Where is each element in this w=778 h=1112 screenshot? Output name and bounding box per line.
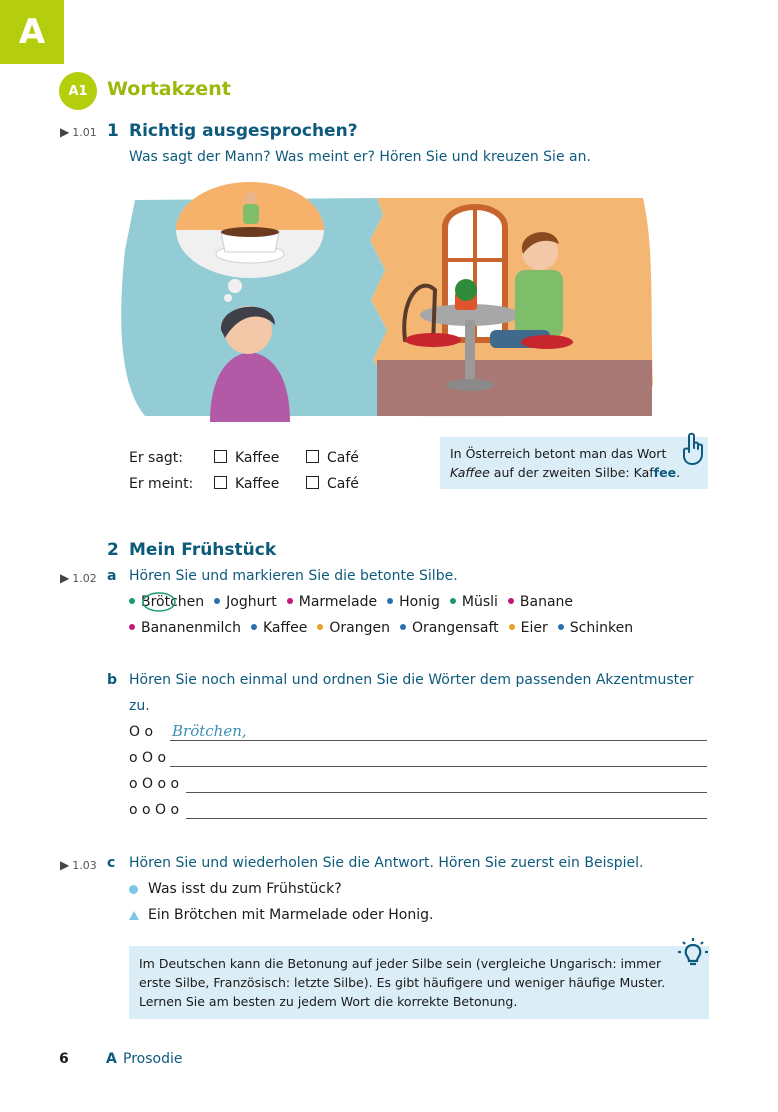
word-row-1 xyxy=(129,594,583,610)
track-number: 1.01 xyxy=(72,126,97,139)
play-icon: ▶ xyxy=(60,125,70,139)
option-kaffee-2[interactable] xyxy=(214,476,279,492)
answer-text: Ein Brötchen mit Marmelade oder Honig. xyxy=(148,907,434,923)
part-letter: a xyxy=(107,568,117,584)
track-indicator-2[interactable] xyxy=(60,571,97,585)
part-instruction: Hören Sie und wiederholen Sie die Antwort. Hören Sie zuerst ein Beispiel. xyxy=(129,855,644,871)
track-number: 1.02 xyxy=(72,572,97,585)
note-mid: auf der zweiten Silbe: Kaf xyxy=(489,465,654,480)
table-leg xyxy=(465,320,475,380)
section-title: Wortakzent xyxy=(107,78,231,100)
chapter-letter: A xyxy=(18,12,46,52)
exercise-title: Mein Frühstück xyxy=(129,540,277,560)
track-indicator-3[interactable] xyxy=(60,858,97,872)
section-badge xyxy=(59,72,97,110)
coffee xyxy=(221,227,279,237)
accent-pattern: o O o o xyxy=(129,776,180,792)
word-label: Bananenmilch xyxy=(141,620,241,636)
dot-icon xyxy=(508,598,514,604)
word-label: Banane xyxy=(519,594,574,610)
part-instruction: Hören Sie noch einmal und ordnen Sie die Wörter dem passenden Akzentmuster xyxy=(129,672,694,688)
word-label: Eier xyxy=(520,620,548,636)
note-end: . xyxy=(676,465,681,480)
word-item[interactable] xyxy=(129,620,241,636)
dot-icon xyxy=(129,624,135,630)
page-number: 6 xyxy=(59,1051,69,1067)
tip-line: Im Deutschen kann die Betonung auf jeder Silbe sein (vergleiche Ungarisch: immer xyxy=(139,956,662,971)
dot-icon xyxy=(558,624,564,630)
option-label: Kaffee xyxy=(235,476,280,492)
lightbulb-icon xyxy=(676,936,710,970)
word-item[interactable] xyxy=(400,620,499,636)
dialogue-question xyxy=(129,881,342,897)
exercise-instruction: Was sagt der Mann? Was meint er? Hören Sie und kreuzen Sie an. xyxy=(129,149,591,165)
dot-icon xyxy=(251,624,257,630)
accent-pattern: O o xyxy=(129,724,154,740)
answer-line[interactable] xyxy=(186,792,707,793)
part-letter: c xyxy=(107,855,116,871)
part-instruction: Hören Sie und markieren Sie die betonte Silbe. xyxy=(129,568,458,584)
option-label: Kaffee xyxy=(235,450,280,466)
chapter-tab xyxy=(0,0,64,64)
answer-line[interactable] xyxy=(170,766,707,767)
word-label: Marmelade xyxy=(298,594,378,610)
word-item[interactable] xyxy=(508,594,573,610)
small-man xyxy=(245,192,257,204)
dot-icon xyxy=(509,624,515,630)
play-icon: ▶ xyxy=(60,858,70,872)
word-label: Kaffee xyxy=(262,620,308,636)
option-cafe-1[interactable] xyxy=(306,450,359,466)
plant xyxy=(455,279,477,301)
dot-icon xyxy=(287,598,293,604)
word-item[interactable] xyxy=(287,594,377,610)
dot-icon xyxy=(129,598,135,604)
man-body xyxy=(515,270,563,338)
answer-line[interactable] xyxy=(170,740,707,741)
option-cafe-2[interactable] xyxy=(306,476,359,492)
track-indicator-1[interactable] xyxy=(60,125,97,139)
word-item[interactable] xyxy=(214,594,277,610)
part-instruction-cont: zu. xyxy=(129,698,150,714)
answer-line[interactable] xyxy=(186,818,707,819)
example-answer: Brötchen, xyxy=(172,722,247,740)
question-text: Was isst du zum Frühstück? xyxy=(148,881,342,897)
word-label: Brötchen xyxy=(141,594,205,610)
tip-line: erste Silbe, Französisch: letzte Silbe). Es gibt häufigere und weniger häufige Muster. xyxy=(139,975,666,990)
word-label: Joghurt xyxy=(226,594,277,610)
word-item[interactable] xyxy=(251,620,307,636)
word-label: Orangen xyxy=(329,620,390,636)
note-line-2 xyxy=(450,463,708,482)
pointing-hand-icon xyxy=(680,432,708,466)
word-item[interactable] xyxy=(450,594,498,610)
option-label: Café xyxy=(327,476,359,492)
dot-icon xyxy=(214,598,220,604)
triangle-bullet-icon xyxy=(129,911,139,920)
info-note xyxy=(440,437,708,489)
note-line-1: In Österreich betont man das Wort xyxy=(450,446,667,461)
word-item[interactable] xyxy=(558,620,633,636)
row-label: Er meint: xyxy=(129,476,194,492)
note-stressed: fee xyxy=(653,465,677,480)
word-label: Schinken xyxy=(569,620,634,636)
word-label: Honig xyxy=(399,594,440,610)
dot-icon xyxy=(387,598,393,604)
part-letter: b xyxy=(107,672,118,688)
row-label: Er sagt: xyxy=(129,450,184,466)
option-label: Café xyxy=(327,450,359,466)
section-badge-label: A1 xyxy=(68,83,88,99)
word-item[interactable] xyxy=(509,620,548,636)
small-man-body xyxy=(243,204,259,224)
checkbox[interactable] xyxy=(306,450,319,463)
accent-pattern: o o O o xyxy=(129,802,180,818)
footer-chapter-title: Prosodie xyxy=(123,1051,183,1067)
stress-mark-circle xyxy=(141,591,177,613)
note-word: Kaffee xyxy=(450,465,490,480)
word-item[interactable] xyxy=(387,594,440,610)
tip-line: Lernen Sie am besten zu jedem Wort die korrekte Betonung. xyxy=(139,994,518,1009)
tip-box xyxy=(129,946,709,1019)
exercise-number: 1 xyxy=(107,121,119,141)
floor xyxy=(377,360,652,416)
checkbox[interactable] xyxy=(214,476,227,489)
checkbox[interactable] xyxy=(306,476,319,489)
dialogue-answer xyxy=(129,907,433,923)
dot-icon xyxy=(450,598,456,604)
exercise-number: 2 xyxy=(107,540,119,560)
checkbox[interactable] xyxy=(214,450,227,463)
footer-chapter-letter: A xyxy=(106,1051,117,1067)
play-icon: ▶ xyxy=(60,571,70,585)
dot-icon xyxy=(317,624,323,630)
chair-right-seat xyxy=(521,335,573,349)
circle-bullet-icon xyxy=(129,885,138,894)
word-item[interactable] xyxy=(317,620,390,636)
illustration xyxy=(115,180,653,422)
thought-dot xyxy=(224,294,232,302)
dot-icon xyxy=(400,624,406,630)
thought-dot xyxy=(228,279,242,293)
word-label: Müsli xyxy=(461,594,498,610)
table-foot xyxy=(446,379,494,391)
exercise-title: Richtig ausgesprochen? xyxy=(129,121,358,141)
track-number: 1.03 xyxy=(72,859,97,872)
chair-left-seat xyxy=(405,333,461,347)
accent-pattern: o O o xyxy=(129,750,167,766)
word-row-2 xyxy=(129,620,643,636)
word-label: Orangensaft xyxy=(411,620,499,636)
option-kaffee-1[interactable] xyxy=(214,450,279,466)
